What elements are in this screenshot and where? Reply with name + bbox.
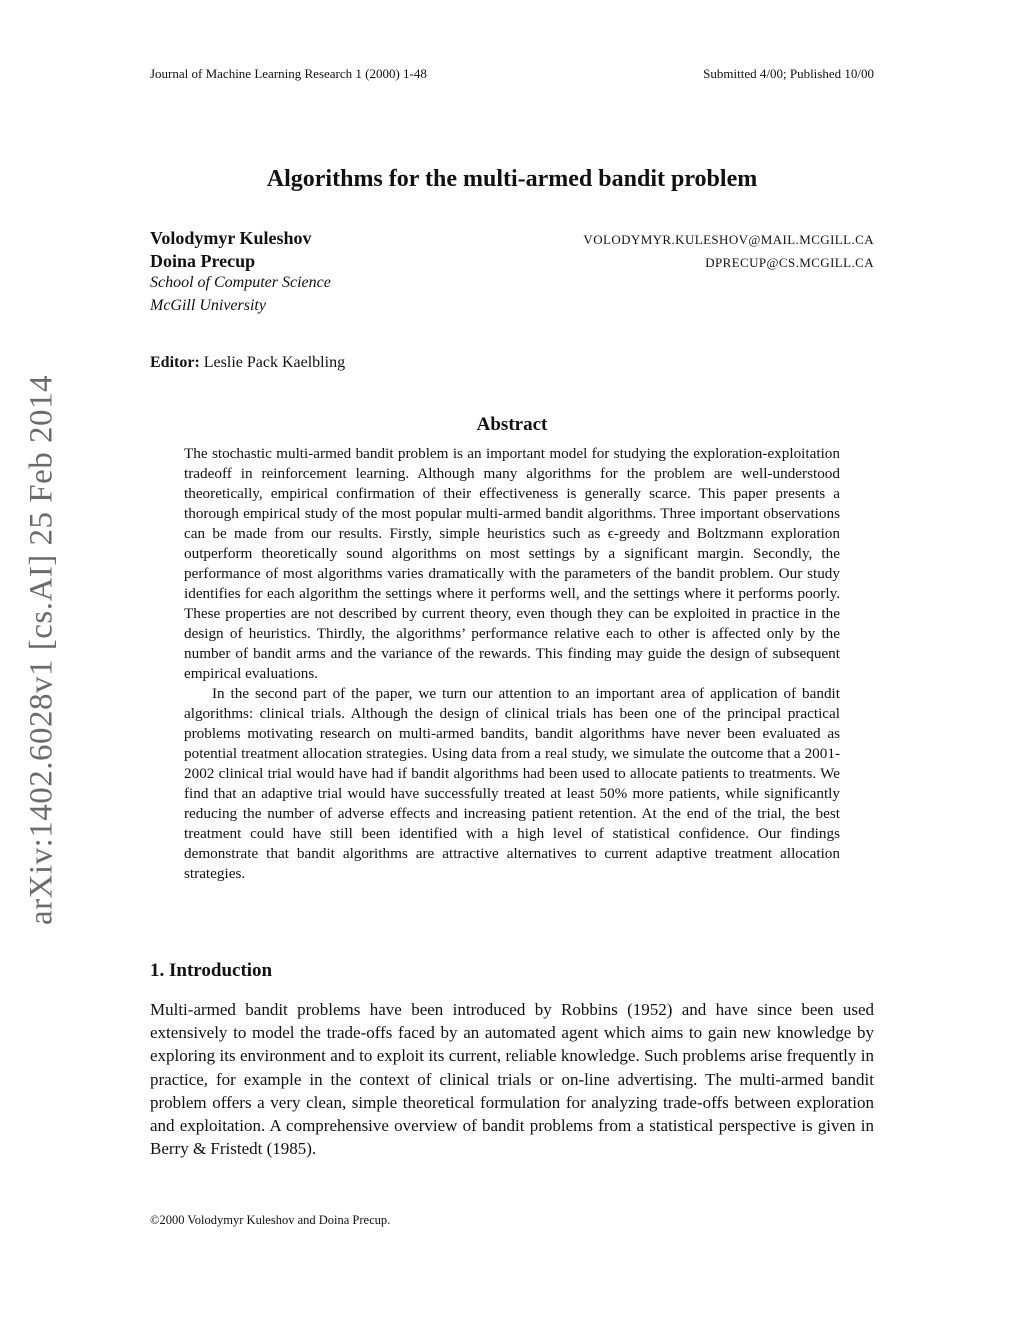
introduction-paragraph: Multi-armed bandit problems have been introduced by Robbins (1952) and have since been used extensively to model the trade-offs faced by an automated agent which aims to gain new knowledge by exploring its environment and to exploit its current, reliable knowledge. Such problems arise frequently in practice, for example in the context of clinical trials or on-line advertising. The multi-armed bandit problem offers a very clean, simple theoretical formulation for analyzing trade-offs between exploration and exploitation. A comprehensive overview of bandit problems from a statistical perspective is given in Berry & Fristedt (1985). (150, 1000, 874, 1159)
running-header-dates: Submitted 4/00; Published 10/00 (703, 66, 874, 81)
copyright-footnote: ©2000 Volodymyr Kuleshov and Doina Precup. (150, 1213, 391, 1227)
section-heading-introduction: 1. Introduction (150, 960, 273, 981)
editor-label: Editor: (150, 354, 200, 371)
affiliation-university: McGill University (150, 297, 266, 314)
author-name-2: Doina Precup (150, 251, 256, 271)
abstract-paragraph-1: The stochastic multi-armed bandit problem is an important model for studying the exploration-exploitation tradeoff in reinforcement learning. Although many algorithms for the problem are well-understood theoretically, empirical confirmation of their effectiveness is generally scarce. This paper presents a thorough empirical study of the most popular multi-armed bandit algorithms. Three important observations can be made from our results. Firstly, simple heuristics such as ϵ-greedy and Boltzmann exploration outperform theoretically sound algorithms on most settings by a significant margin. Secondly, the performance of most algorithms varies dramatically with the parameters of the bandit problem. Our study identifies for each algorithm the settings where it performs well, and the settings where it performs poorly. These properties are not described by current theory, even though they can be exploited in practice in the design of heuristics. Thirdly, the algorithms’ performance relative each to other is affected only by the number of bandit arms and the variance of the rewards. This finding may guide the design of subsequent empirical evaluations. (184, 445, 840, 682)
editor-line (150, 354, 345, 372)
author-name-1: Volodymyr Kuleshov (150, 228, 312, 248)
author-email-1: VOLODYMYR.KULESHOV@MAIL.MCGILL.CA (583, 232, 874, 247)
abstract-paragraph-2: In the second part of the paper, we turn our attention to an important area of application of bandit algorithms: clinical trials. Although the design of clinical trials has been one of the principal practical problems motivating research on multi-armed bandits, bandit algorithms have never been evaluated as potential treatment allocation strategies. Using data from a real study, we simulate the outcome that a 2001-2002 clinical trial would have had if bandit algorithms had been used to allocate patients to treatments. We find that an adaptive trial would have successfully treated at least 50% more patients, while significantly reducing the number of adverse effects and increasing patient retention. At the end of the trial, the best treatment could have still been identified with a high level of statistical confidence. Our findings demonstrate that bandit algorithms are attractive alternatives to current adaptive treatment allocation strategies. (184, 685, 840, 882)
running-header-journal: Journal of Machine Learning Research 1 (2000) 1-48 (150, 66, 427, 81)
editor-name: Leslie Pack Kaelbling (203, 354, 346, 371)
paper-title: Algorithms for the multi-armed bandit problem (266, 166, 758, 192)
affiliation-school: School of Computer Science (150, 274, 331, 291)
abstract-heading: Abstract (476, 414, 548, 435)
abstract-body (184, 444, 840, 884)
author-email-2: DPRECUP@CS.MCGILL.CA (705, 255, 874, 270)
arxiv-stamp: arXiv:1402.6028v1 [cs.AI] 25 Feb 2014 (23, 374, 60, 926)
